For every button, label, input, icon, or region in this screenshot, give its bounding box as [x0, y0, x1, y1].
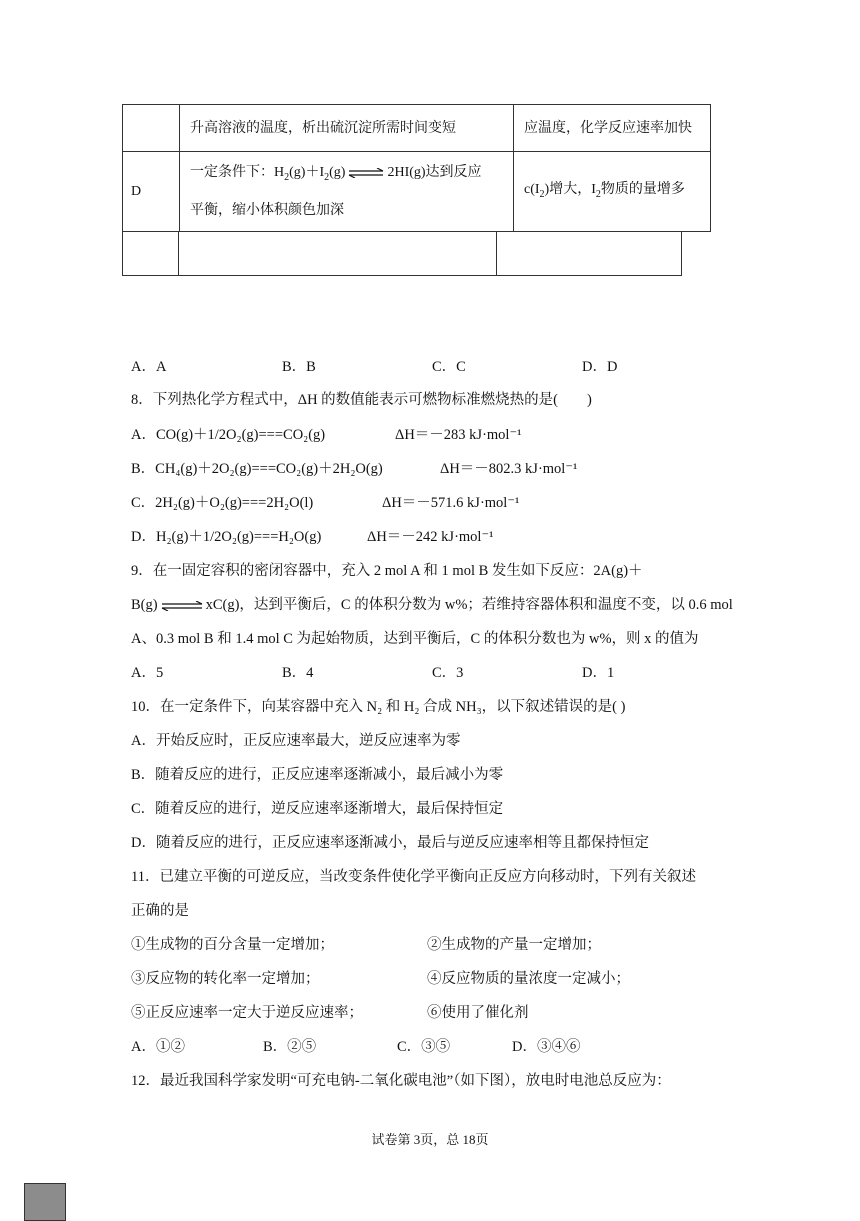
- corner-marker: [24, 1183, 66, 1221]
- row-c-condition-cell: [180, 105, 514, 152]
- q9-line3: A、0.3 mol B 和 1.4 mol C 为起始物质，达到平衡后，C 的体积分数也为 w%，则 x 的值为: [131, 631, 699, 647]
- q11-option-c: C．③⑤: [397, 1039, 451, 1055]
- row-d-conclusion-cell: [514, 152, 711, 232]
- q8-option-c: C．2H₂(g)＋O₂(g)===2H₂O(l): [131, 495, 314, 511]
- q9-line1: 9．在一固定容积的密闭容器中，充入 2 mol A 和 1 mol B 发生如下反应：2A(g)＋: [131, 563, 643, 579]
- q8-option-a-dh: ΔH＝－283 kJ·mol⁻¹: [395, 427, 522, 443]
- row-c-conclusion: 应温度，化学反应速率加快: [524, 120, 692, 136]
- q12-stem: 12．最近我国科学家发明“可充电钠-二氧化碳电池”（如下图），放电时电池总反应为：: [131, 1073, 671, 1089]
- q7-option-c: C．C: [432, 359, 466, 375]
- q8-option-c-dh: ΔH＝－571.6 kJ·mol⁻¹: [382, 495, 520, 511]
- q7-option-b: B．B: [282, 359, 316, 375]
- q9-option-b: B．4: [282, 665, 314, 681]
- row-c-conclusion-cell: [514, 105, 711, 152]
- q11-option-d: D．③④⑥: [512, 1039, 581, 1055]
- q10-option-c: C．随着反应的进行，逆反应速率逐渐增大，最后保持恒定: [131, 801, 504, 817]
- equilibrium-arrow-icon: [161, 601, 203, 611]
- answer-table: [122, 104, 711, 232]
- row-d-label: D: [131, 183, 142, 199]
- page-footer: 试卷第 3页，总 18页: [371, 1132, 489, 1147]
- q8-option-d: D．H₂(g)＋1/2O₂(g)===H₂O(g): [131, 529, 322, 545]
- q7-option-a: A．A: [131, 359, 167, 375]
- row-d-label-cell: [123, 152, 180, 232]
- q9-option-c: C．3: [432, 665, 464, 681]
- q8-option-d-dh: ΔH＝－242 kJ·mol⁻¹: [367, 529, 494, 545]
- q11-statement-6: ⑥使用了催化剂: [427, 1005, 529, 1021]
- q9-line2: B(g) xC(g)，达到平衡后，C 的体积分数为 w%；若维持容器体积和温度不变，以 0.6 mol: [131, 597, 733, 613]
- q11-statement-3: ③反应物的转化率一定增加；: [131, 971, 320, 987]
- equilibrium-arrow-icon: [348, 168, 384, 178]
- q11-statement-5: ⑤正反应速率一定大于逆反应速率；: [131, 1005, 363, 1021]
- q8-option-a: A．CO(g)＋1/2O₂(g)===CO₂(g): [131, 427, 326, 443]
- row-d-condition-cell: [180, 152, 514, 232]
- q11-statement-4: ④反应物质的量浓度一定减小；: [427, 971, 630, 987]
- q10-option-a: A．开始反应时，正反应速率最大，逆反应速率为零: [131, 733, 461, 749]
- q8-stem: 8．下列热化学方程式中，ΔH 的数值能表示可燃物标准燃烧热的是( ): [131, 392, 592, 408]
- q11-option-a: A．①②: [131, 1039, 185, 1055]
- q10-option-b: B．随着反应的进行，正反应速率逐渐减小，最后减小为零: [131, 767, 504, 783]
- row-d-condition-line2: 平衡，缩小体积颜色加深: [190, 202, 344, 218]
- row-d-conclusion: $c(I_2)$增大，$I_2$物质的量增多: [524, 181, 685, 200]
- q8-option-b: B．CH₄(g)＋2O₂(g)===CO₂(g)＋2H₂O(g): [131, 461, 383, 477]
- q9-option-a: A．5: [131, 665, 164, 681]
- row-d-condition-line1: 一定条件下：$H_2(g)+I_2(g)$ 2HI(g)达到反应: [190, 165, 482, 183]
- q11-option-b: B．②⑤: [263, 1039, 317, 1055]
- empty-row: [122, 231, 682, 276]
- q8-option-b-dh: ΔH＝－802.3 kJ·mol⁻¹: [440, 461, 578, 477]
- q10-option-d: D．随着反应的进行，正反应速率逐渐减小，最后与逆反应速率相等且都保持恒定: [131, 835, 649, 851]
- q9-option-d: D．1: [582, 665, 615, 681]
- q7-option-d: D．D: [582, 359, 618, 375]
- q11-line1: 11．已建立平衡的可逆反应，当改变条件使化学平衡向正反应方向移动时，下列有关叙述: [131, 869, 696, 885]
- q11-statement-2: ②生成物的产量一定增加；: [427, 937, 601, 953]
- q11-line2: 正确的是: [131, 903, 189, 919]
- q10-stem: 10．在一定条件下，向某容器中充入 N₂ 和 H₂ 合成 NH₃，以下叙述错误的是( ): [131, 699, 626, 715]
- row-c-condition: 升高溶液的温度，析出硫沉淀所需时间变短: [190, 120, 456, 136]
- row-c-label-cell: [123, 105, 180, 152]
- q11-statement-1: ①生成物的百分含量一定增加；: [131, 937, 334, 953]
